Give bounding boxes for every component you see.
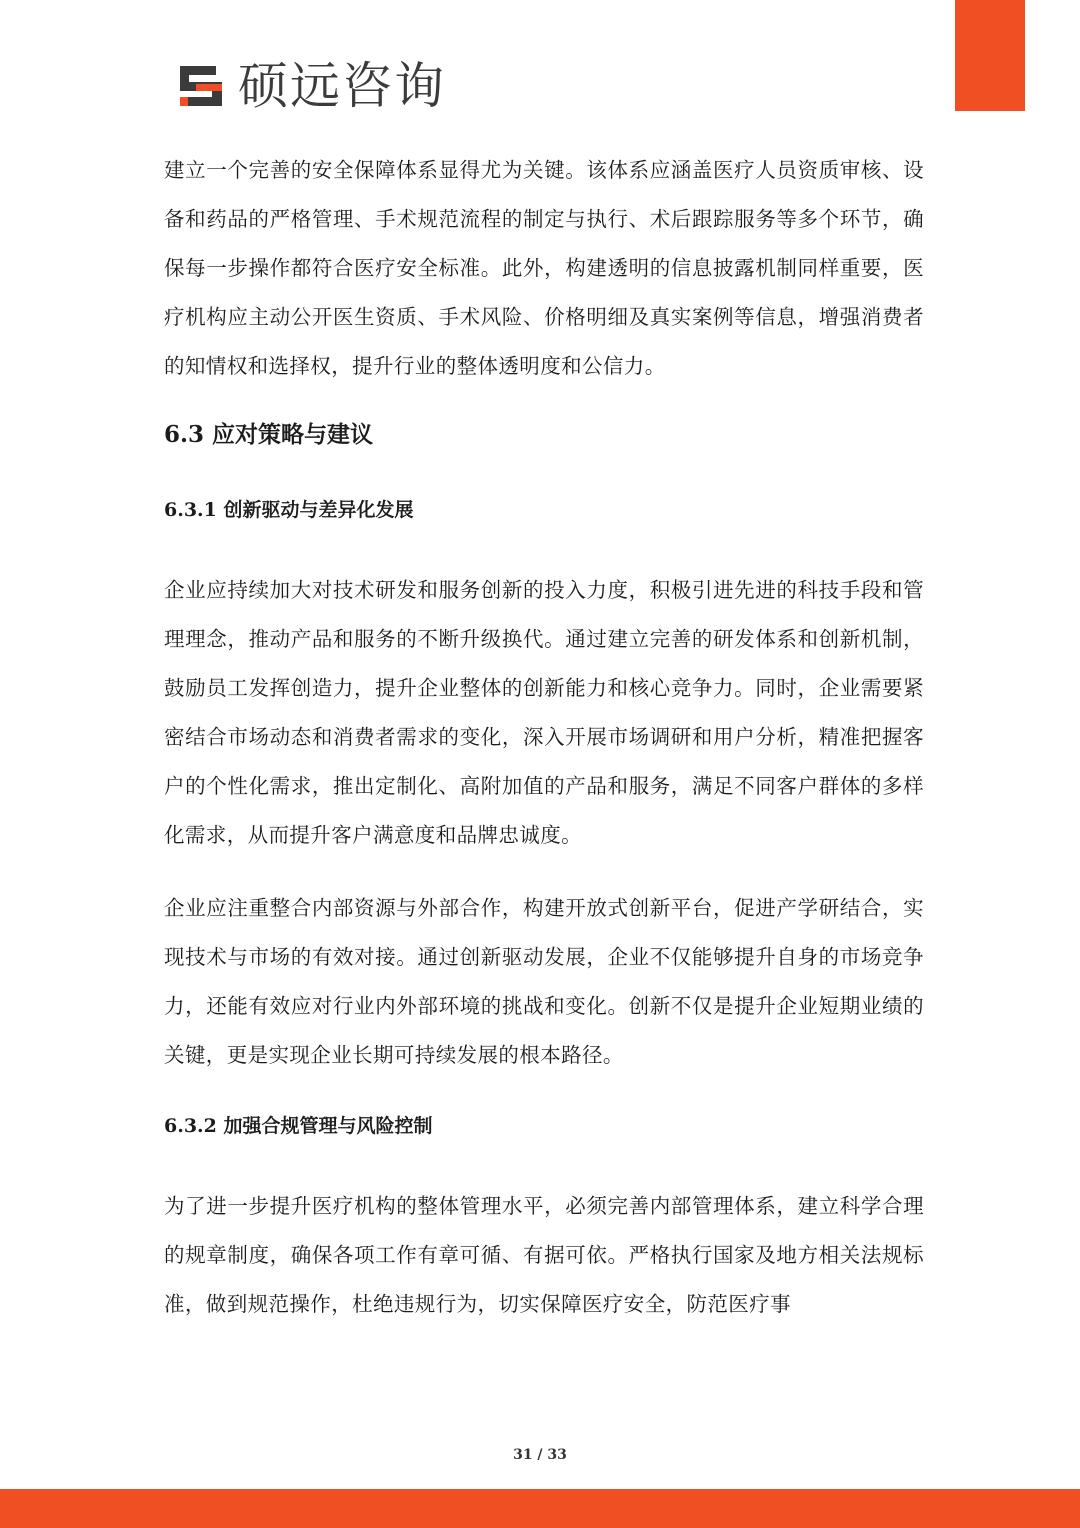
brand-logo [176,56,446,116]
document-body [164,146,924,1329]
footer-accent-bar [0,1489,1080,1528]
intro-paragraph: 建立一个完善的安全保障体系显得尤为关键。该体系应涵盖医疗人员资质审核、设备和药品的严格管理、手术规范流程的制定与执行、术后跟踪服务等多个环节，确保每一步操作都符合医疗安全标准。此外，构建透明的信息披露机制同样重要，医疗机构应主动公开医生资质、手术风险、价格明细及真实案例等信息，增强消费者的知情权和选择权，提升行业的整体透明度和公信力。 [164,158,924,378]
page-number: 31 / 33 [513,1447,567,1463]
subsection-2-paragraph-1: 为了进一步提升医疗机构的整体管理水平，必须完善内部管理体系，建立科学合理的规章制度，确保各项工作有章可循、有据可依。严格执行国家及地方相关法规标准，做到规范操作，杜绝违规行为，切实保障医疗安全，防范医疗事 [164,1194,924,1316]
subsection-heading-1: 6.3.1 创新驱动与差异化发展 [164,499,414,521]
subsection-1-paragraph-2: 企业应注重整合内部资源与外部合作，构建开放式创新平台，促进产学研结合，实现技术与市场的有效对接。通过创新驱动发展，企业不仅能够提升自身的市场竞争力，还能有效应对行业内外部环境的挑战和变化。创新不仅是提升企业短期业绩的关键，更是实现企业长期可持续发展的根本路径。 [164,896,924,1067]
brand-name: 硕远咨询 [238,57,446,115]
subsection-1-paragraph-1: 企业应持续加大对技术研发和服务创新的投入力度，积极引进先进的科技手段和管理理念，推动产品和服务的不断升级换代。通过建立完善的研发体系和创新机制，鼓励员工发挥创造力，提升企业整体的创新能力和核心竞争力。同时，企业需要紧密结合市场动态和消费者需求的变化，深入开展市场调研和用户分析，精准把握客户的个性化需求，推出定制化、高附加值的产品和服务，满足不同客户群体的多样化需求，从而提升客户满意度和品牌忠诚度。 [164,578,924,847]
brand-logo-icon [176,62,226,110]
section-heading: 6.3 应对策略与建议 [164,421,374,448]
corner-accent-tab [955,0,1025,111]
subsection-heading-2: 6.3.2 加强合规管理与风险控制 [164,1115,433,1137]
